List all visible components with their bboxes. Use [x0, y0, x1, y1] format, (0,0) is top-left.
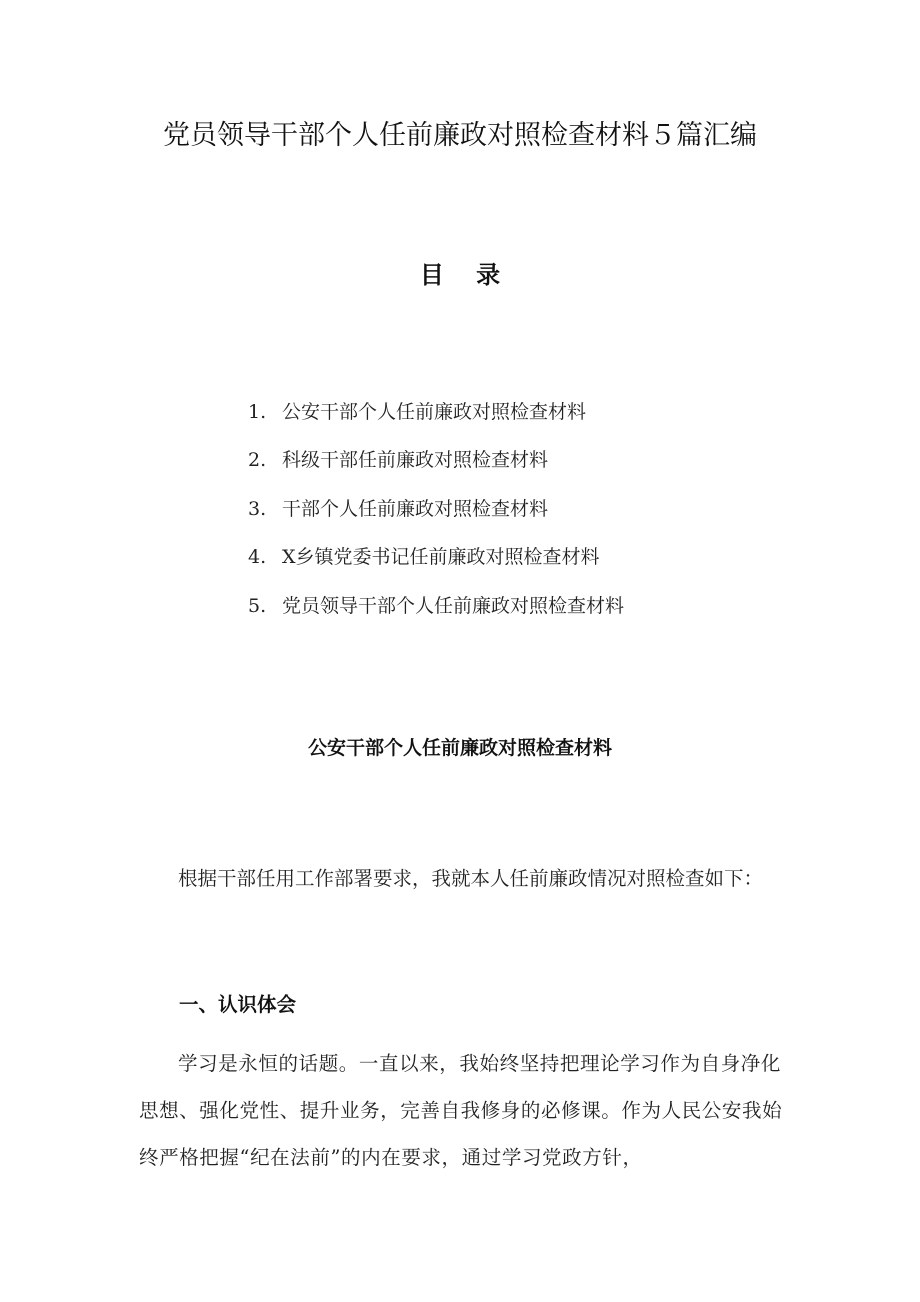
toc-item-number: 1.: [248, 401, 267, 423]
toc-heading: 目 录: [419, 261, 501, 289]
toc-item-number: 3.: [248, 497, 267, 520]
toc-item-label: X乡镇党委书记任前廉政对照检查材料: [282, 546, 600, 569]
toc-item-label: 科级干部任前廉政对照检查材料: [282, 449, 549, 472]
table-of-contents: [248, 400, 624, 642]
toc-item-label: 党员领导干部个人任前廉政对照检查材料: [282, 594, 625, 617]
toc-item[interactable]: [248, 497, 624, 521]
toc-item-label: 干部个人任前廉政对照检查材料: [282, 497, 549, 520]
toc-item[interactable]: [248, 448, 624, 472]
toc-item[interactable]: [248, 545, 624, 569]
toc-item-number: 5.: [248, 594, 267, 617]
subheading: 一、认识体会: [179, 993, 297, 1016]
toc-item-number: 4.: [248, 546, 267, 569]
toc-item-label: 公安干部个人任前廉政对照检查材料: [282, 401, 587, 423]
toc-item[interactable]: [248, 594, 624, 618]
toc-item[interactable]: [248, 400, 624, 424]
document-title: 党员领导干部个人任前廉政对照检查材料５篇汇编: [163, 120, 757, 151]
toc-item-number: 2.: [248, 449, 267, 472]
section-title: 公安干部个人任前廉政对照检查材料: [307, 737, 612, 759]
body-paragraph: 学习是永恒的话题。一直以来，我始终坚持把理论学习作为自身净化思想、强化党性、提升业务，完善自我修身的必修课。作为人民公安我始终严格把握“纪在法前”的内在要求，通过学习党政方针，: [139, 1052, 783, 1169]
intro-paragraph: 根据干部任用工作部署要求，我就本人任前廉政情况对照检查如下：: [178, 867, 764, 890]
